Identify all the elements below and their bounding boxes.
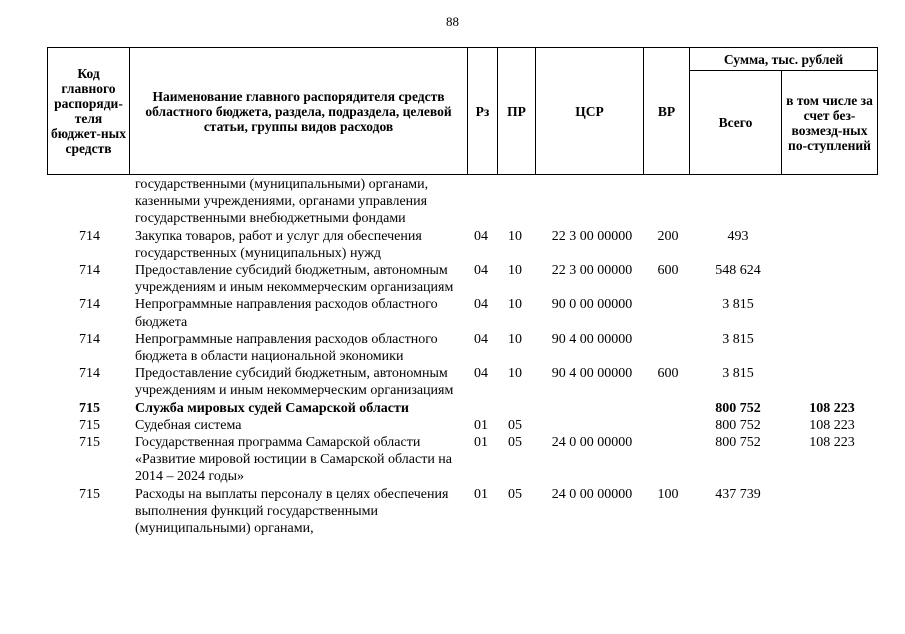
cell-code: 714: [79, 263, 100, 279]
table-row: [47, 434, 877, 486]
cell-free: 108 223: [809, 435, 855, 451]
table-header: [47, 47, 878, 175]
cell-vr: 600: [657, 366, 679, 382]
table-row: [47, 228, 877, 262]
cell-name: Предоставление субсидий бюджетным, автономным учреждениям и иным некоммерческим организациям: [135, 366, 454, 399]
cell-total: 548 624: [715, 263, 761, 279]
cell-name: Непрограммные направления расходов областного бюджета: [135, 297, 438, 330]
cell-name: Расходы на выплаты персоналу в целях обеспечения выполнения функций государственными (муниципальными) органами,: [135, 486, 449, 537]
table-row: [47, 262, 877, 296]
cell-csr: 24 0 00 00000: [551, 486, 633, 502]
table-row: [47, 486, 877, 538]
header-name: Наименование главного распорядителя средств областного бюджета, раздела, подраздела, целевой статьи, группы видов расходов: [130, 48, 468, 175]
cell-code: 715: [79, 417, 100, 433]
table-row: [47, 176, 877, 228]
cell-name: Предоставление субсидий бюджетным, автономным учреждениям и иным некоммерческим организациям: [135, 263, 454, 296]
header-vr: ВР: [644, 48, 690, 175]
header-pr: ПР: [498, 48, 536, 175]
header-free: в том числе за счет без-возмезд-ных по-ступлений: [782, 71, 878, 175]
cell-total: 3 815: [722, 366, 754, 382]
cell-csr: 24 0 00 00000: [551, 435, 633, 451]
cell-pr: 10: [508, 331, 522, 347]
cell-rz: 01: [474, 486, 488, 502]
cell-pr: 10: [508, 228, 522, 244]
table-row: [47, 365, 877, 399]
cell-pr: 05: [508, 435, 522, 451]
header-csr: ЦСР: [536, 48, 644, 175]
cell-total: 493: [727, 228, 749, 244]
cell-rz: 04: [474, 366, 488, 382]
cell-code: 714: [79, 331, 100, 347]
cell-vr: 600: [657, 263, 679, 279]
table-row: [47, 400, 877, 417]
cell-csr: 22 3 00 00000: [551, 263, 633, 279]
header-total: Всего: [690, 71, 782, 175]
cell-name: Служба мировых судей Самарской области: [135, 400, 409, 416]
cell-csr: 90 0 00 00000: [551, 297, 633, 313]
cell-code: 714: [79, 228, 100, 244]
cell-rz: 04: [474, 228, 488, 244]
cell-code: 715: [79, 400, 100, 416]
header-code: Код главного распоряди-теля бюджет-ных средств: [48, 48, 130, 175]
cell-total: 800 752: [715, 435, 761, 451]
cell-total: 3 815: [722, 331, 754, 347]
cell-pr: 05: [508, 486, 522, 502]
cell-free: 108 223: [809, 417, 855, 433]
table-row: [47, 417, 877, 434]
cell-rz: 04: [474, 297, 488, 313]
cell-code: 715: [79, 486, 100, 502]
cell-total: 437 739: [715, 486, 761, 502]
cell-name: Непрограммные направления расходов областного бюджета в области национальной экономики: [135, 331, 438, 365]
cell-name: Судебная система: [135, 417, 242, 433]
cell-rz: 04: [474, 263, 488, 279]
cell-vr: 200: [657, 228, 679, 244]
cell-rz: 01: [474, 417, 488, 433]
cell-csr: 90 4 00 00000: [551, 366, 633, 382]
cell-pr: 10: [508, 297, 522, 313]
header-rz: Рз: [468, 48, 498, 175]
cell-csr: 90 4 00 00000: [551, 331, 633, 347]
cell-code: 714: [79, 297, 100, 313]
cell-code: 715: [79, 435, 100, 451]
cell-pr: 05: [508, 417, 522, 433]
cell-rz: 04: [474, 331, 488, 347]
cell-name: Государственная программа Самарской области «Развитие мировой юстиции в Самарской области на 2014 – 2024 годы»: [135, 435, 453, 485]
table-row: [47, 296, 877, 330]
cell-pr: 10: [508, 263, 522, 279]
cell-name: Закупка товаров, работ и услуг для обеспечения государственных (муниципальных) нужд: [135, 228, 422, 261]
cell-code: 714: [79, 366, 100, 382]
cell-csr: 22 3 00 00000: [551, 228, 633, 244]
header-sum-group: Сумма, тыс. рублей: [690, 48, 878, 71]
cell-pr: 10: [508, 366, 522, 382]
table-row: [47, 331, 877, 365]
cell-rz: 01: [474, 435, 488, 451]
cell-total: 800 752: [715, 417, 761, 433]
cell-name: государственными (муниципальными) органами, казенными учреждениями, органами управления государственными внебюджетными фондами: [135, 177, 429, 227]
cell-vr: 100: [657, 486, 679, 502]
cell-total: 800 752: [715, 400, 761, 416]
cell-free: 108 223: [809, 400, 855, 416]
cell-total: 3 815: [722, 297, 754, 313]
page-number: 88: [446, 14, 459, 29]
table-body: [47, 176, 877, 537]
